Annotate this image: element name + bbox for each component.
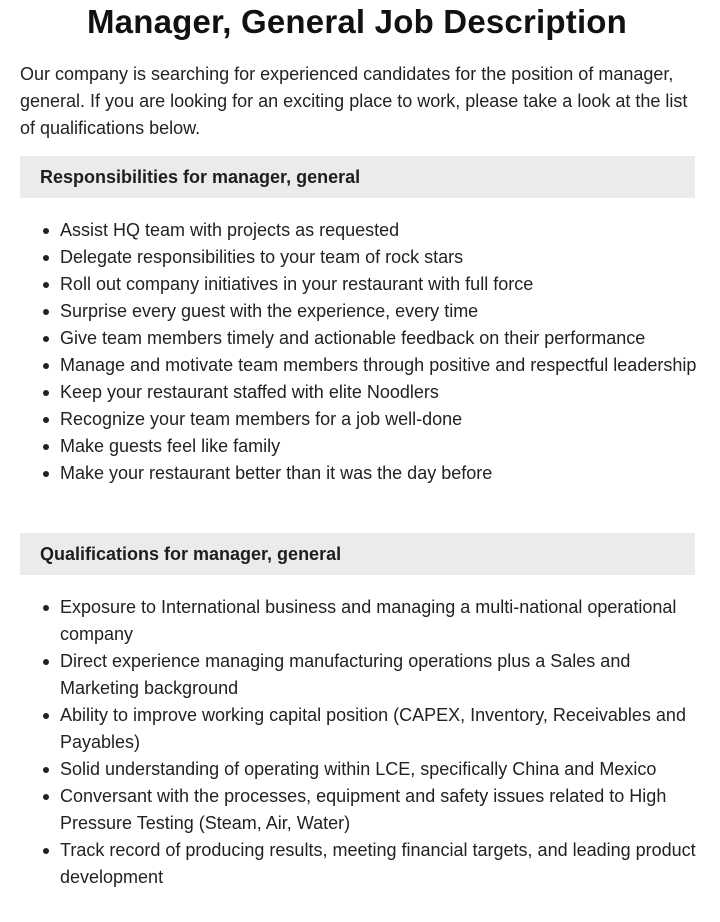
list-item [60,648,700,702]
list-item-text: Keep your restaurant staffed with elite Noodlers [60,382,439,402]
list-item [60,460,700,487]
list-item [60,594,700,648]
qualifications-heading: Qualifications for manager, general [20,533,695,575]
list-item-text: Give team members timely and actionable feedback on their performance [60,328,646,348]
bullet-icon [43,605,49,611]
bullet-icon [43,713,49,719]
list-item-text: Direct experience managing manufacturing operations plus a Sales and Marketing background [60,651,631,698]
list-item [60,244,700,271]
qualifications-list [20,594,700,891]
responsibilities-list [20,217,700,487]
list-item [60,325,700,352]
list-item [60,352,700,379]
bullet-icon [43,336,49,342]
list-item-text: Surprise every guest with the experience, every time [60,301,479,321]
bullet-icon [43,471,49,477]
list-item-text: Exposure to International business and managing a multi-national operational company [60,597,677,644]
list-item-text: Make your restaurant better than it was the day before [60,463,493,483]
list-item-text: Roll out company initiatives in your restaurant with full force [60,274,534,294]
bullet-icon [43,390,49,396]
list-item-text: Recognize your team members for a job well-done [60,409,463,429]
list-item [60,298,700,325]
list-item-text: Manage and motivate team members through positive and respectful leadership [60,355,697,375]
bullet-icon [43,363,49,369]
page-title: Manager, General Job Description [86,3,628,40]
list-item [60,379,700,406]
list-item [60,837,700,891]
list-item-text: Delegate responsibilities to your team of rock stars [60,247,464,267]
list-item-text: Assist HQ team with projects as requested [60,220,400,240]
bullet-icon [43,767,49,773]
bullet-icon [43,255,49,261]
list-item [60,756,700,783]
list-item-text: Solid understanding of operating within LCE, specifically China and Mexico [60,759,657,779]
bullet-icon [43,848,49,854]
bullet-icon [43,444,49,450]
bullet-icon [43,417,49,423]
list-item [60,406,700,433]
list-item [60,217,700,244]
bullet-icon [43,282,49,288]
list-item-text: Make guests feel like family [60,436,281,456]
bullet-icon [43,228,49,234]
bullet-icon [43,659,49,665]
intro-paragraph: Our company is searching for experienced candidates for the position of manager, general. If you are looking for an exciting place to work, please take a look at the list of qualifications below. [20,64,688,138]
list-item-text: Conversant with the processes, equipment and safety issues related to High Pressure Testing (Steam, Air, Water) [60,786,667,833]
bullet-icon [43,794,49,800]
list-item [60,783,700,837]
list-item-text: Track record of producing results, meeting financial targets, and leading product development [60,840,696,887]
list-item-text: Ability to improve working capital position (CAPEX, Inventory, Receivables and Payables) [60,705,686,752]
list-item [60,271,700,298]
bullet-icon [43,309,49,315]
responsibilities-heading: Responsibilities for manager, general [20,156,695,198]
list-item [60,702,700,756]
list-item [60,433,700,460]
